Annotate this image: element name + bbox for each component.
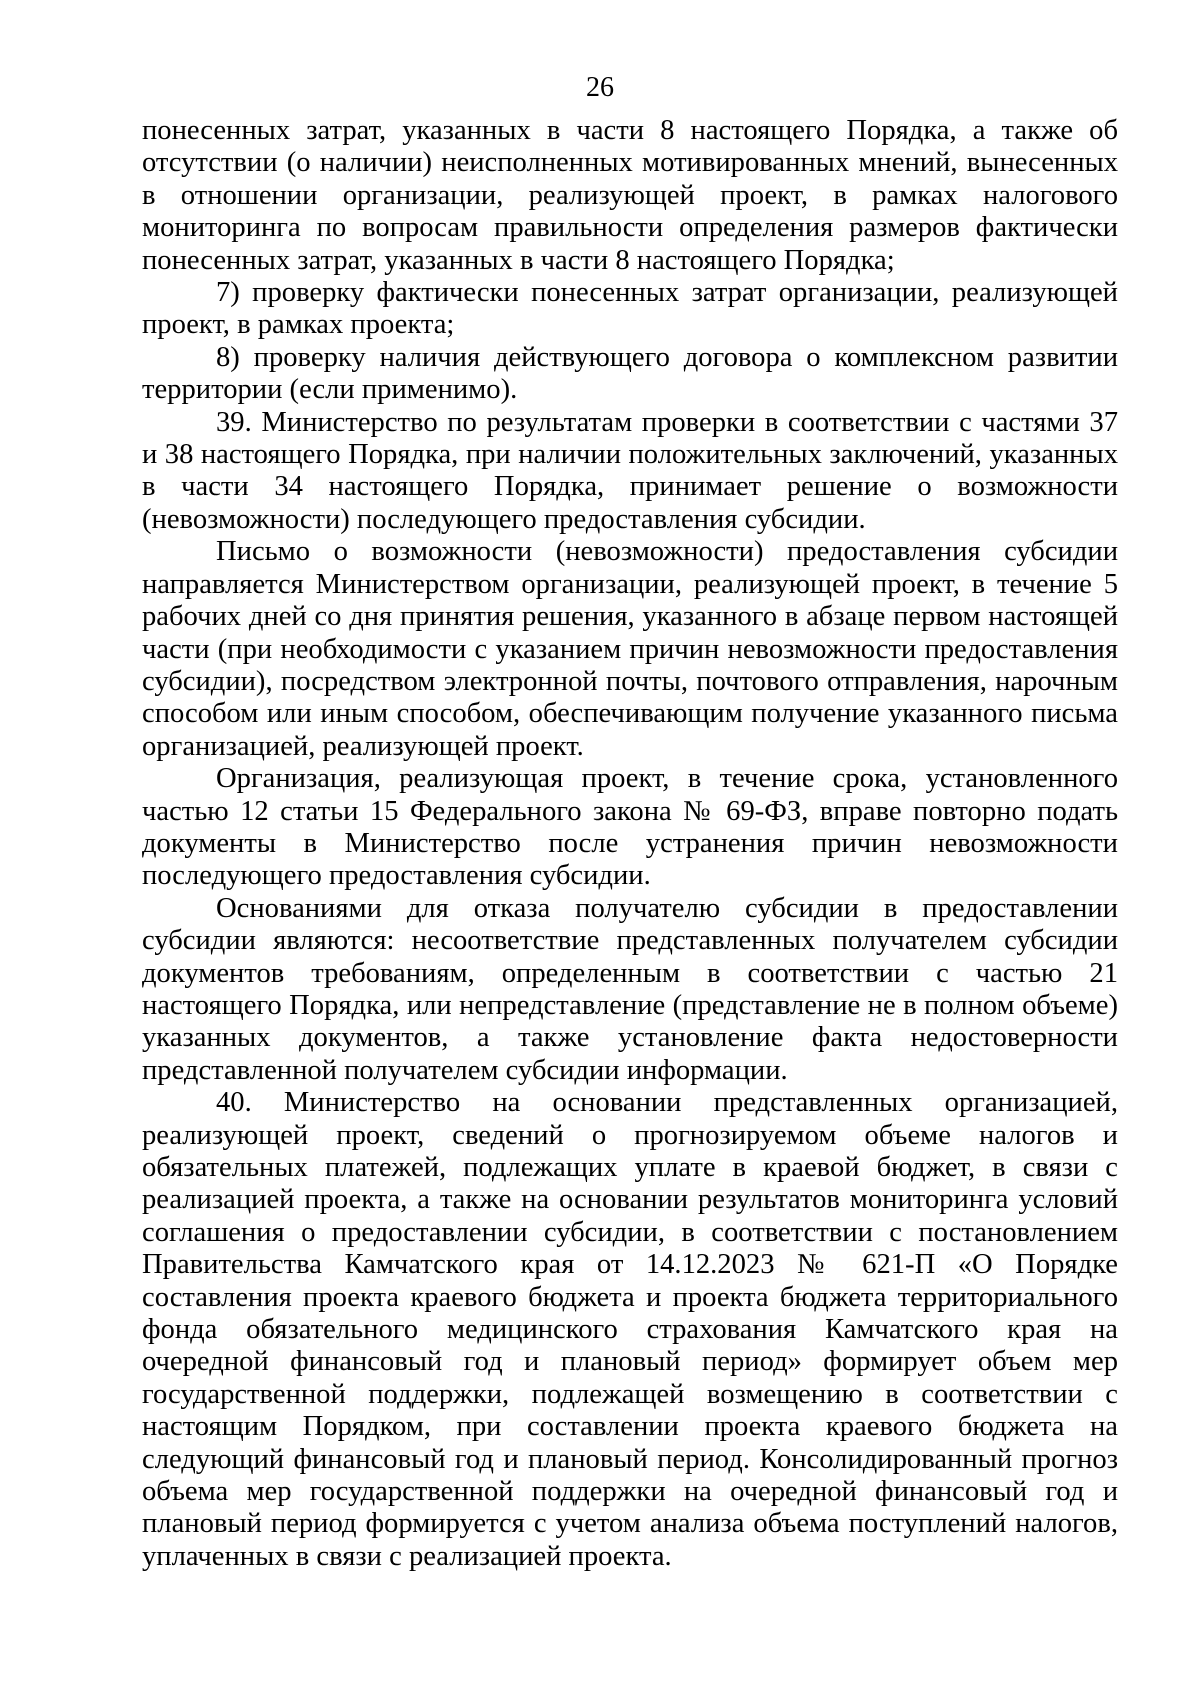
paragraph-continuation: понесенных затрат, указанных в части 8 настоящего Порядка, а также об отсутствии (о наличии) неисполненных мотивированных мнений, вынесенных в отношении организации, реализующей проект, в рамках налогового мониторинга по вопросам правильности определения размеров фактически понесенных затрат, указанных в части 8 настоящего Порядка;: [142, 115, 1118, 276]
paragraph-item-8: 8) проверку наличия действующего договора о комплексном развитии территории (если применимо).: [142, 341, 1118, 406]
paragraph-resubmission: Организация, реализующая проект, в течение срока, установленного частью 12 статьи 15 Федерального закона № 69-ФЗ, вправе повторно подать документы в Министерство после устранения причин невозможности последующего предоставления субсидии.: [142, 763, 1118, 892]
page-number: 26: [586, 72, 614, 103]
paragraph-section-39: 39. Министерство по результатам проверки в соответствии с частями 37 и 38 настоящего Порядка, при наличии положительных заключений, указанных в части 34 настоящего Порядка, принимает решение о возможности (невозможности) последующего предоставления субсидии.: [142, 406, 1118, 535]
paragraph-letter-notice: Письмо о возможности (невозможности) предоставления субсидии направляется Министерством организации, реализующей проект, в течение 5 рабочих дней со дня принятия решения, указанного в абзаце первом настоящей части (при необходимости с указанием причин невозможности предоставления субсидии), посредством электронной почты, почтового отправления, нарочным способом или иным способом, обеспечивающим получение указанного письма организацией, реализующей проект.: [142, 536, 1118, 762]
paragraph-section-40: 40. Министерство на основании представленных организацией, реализующей проект, сведений о прогнозируемом объеме налогов и обязательных платежей, подлежащих уплате в краевой бюджет, в связи с реализацией проекта, а также на основании результатов мониторинга условий соглашения о предоставлении субсидии, в соответствии с постановлением Правительства Камчатского края от 14.12.2023 № 621-П «О Порядке составления проекта краевого бюджета и проекта бюджета территориального фонда обязательного медицинского страхования Камчатского края на очередной финансовый год и плановый период» формирует объем мер государственной поддержки, подлежащей возмещению в соответствии с настоящим Порядком, при составлении проекта краевого бюджета на следующий финансовый год и плановый период. Консолидированный прогноз объема мер государственной поддержки на очередной финансовый год и плановый период формируется с учетом анализа объема поступлений налогов, уплаченных в связи с реализацией проекта.: [142, 1087, 1118, 1572]
paragraph-refusal-grounds: Основаниями для отказа получателю субсидии в предоставлении субсидии являются: несоответствие представленных получателем субсидии документов требованиям, определенным в соответствии с частью 21 настоящего Порядка, или непредставление (представление не в полном объеме) указанных документов, а также установление факта недостоверности представленной получателем субсидии информации.: [142, 892, 1118, 1086]
document-body: [142, 115, 1118, 1573]
paragraph-item-7: 7) проверку фактически понесенных затрат организации, реализующей проект, в рамках проекта;: [142, 277, 1118, 341]
